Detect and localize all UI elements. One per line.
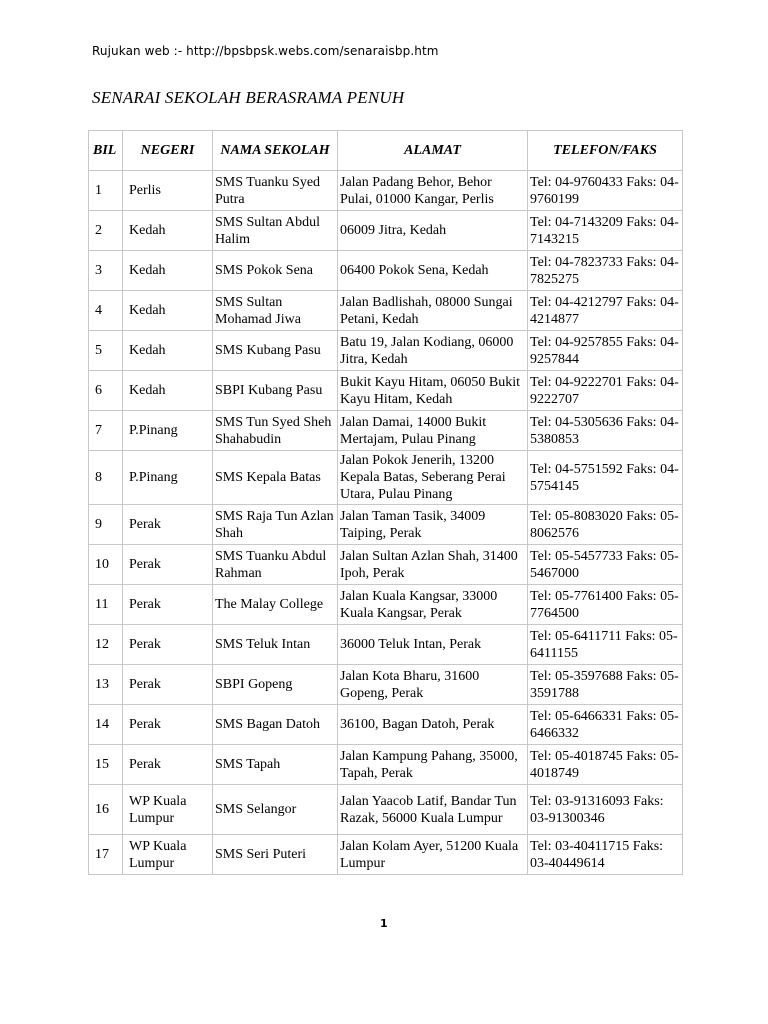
table-row [89, 705, 683, 745]
table-row [89, 745, 683, 785]
table-row [89, 331, 683, 371]
cell-bil: 17 [89, 835, 123, 875]
cell-alamat: 36000 Teluk Intan, Perak [338, 625, 528, 665]
web-reference: Rujukan web :- http://bpsbpsk.webs.com/senaraisbp.htm [92, 44, 439, 58]
cell-alamat: Jalan Badlishah, 08000 Sungai Petani, Kedah [338, 291, 528, 331]
cell-bil: 6 [89, 371, 123, 411]
cell-telefon-faks: Tel: 04-5751592 Faks: 04-5754145 [528, 451, 683, 505]
header-telefon-faks: TELEFON/FAKS [528, 131, 683, 171]
cell-negeri: Perak [123, 505, 213, 545]
cell-alamat: Jalan Sultan Azlan Shah, 31400 Ipoh, Perak [338, 545, 528, 585]
cell-negeri: Kedah [123, 371, 213, 411]
table-row [89, 451, 683, 505]
cell-nama-sekolah: SMS Raja Tun Azlan Shah [213, 505, 338, 545]
header-nama-sekolah: NAMA SEKOLAH [213, 131, 338, 171]
table-row [89, 505, 683, 545]
cell-bil: 5 [89, 331, 123, 371]
table-row [89, 211, 683, 251]
cell-alamat: 06400 Pokok Sena, Kedah [338, 251, 528, 291]
cell-bil: 14 [89, 705, 123, 745]
cell-negeri: Perak [123, 585, 213, 625]
cell-alamat: Bukit Kayu Hitam, 06050 Bukit Kayu Hitam, Kedah [338, 371, 528, 411]
table-row [89, 545, 683, 585]
table-row [89, 171, 683, 211]
cell-negeri: WP Kuala Lumpur [123, 785, 213, 835]
cell-nama-sekolah: SBPI Gopeng [213, 665, 338, 705]
cell-telefon-faks: Tel: 03-40411715 Faks: 03-40449614 [528, 835, 683, 875]
cell-nama-sekolah: SMS Sultan Abdul Halim [213, 211, 338, 251]
cell-nama-sekolah: SMS Tapah [213, 745, 338, 785]
cell-alamat: Jalan Kolam Ayer, 51200 Kuala Lumpur [338, 835, 528, 875]
cell-telefon-faks: Tel: 04-9760433 Faks: 04-9760199 [528, 171, 683, 211]
cell-alamat: Jalan Kuala Kangsar, 33000 Kuala Kangsar, Perak [338, 585, 528, 625]
cell-telefon-faks: Tel: 05-8083020 Faks: 05-8062576 [528, 505, 683, 545]
cell-alamat: 36100, Bagan Datoh, Perak [338, 705, 528, 745]
cell-nama-sekolah: SMS Kubang Pasu [213, 331, 338, 371]
cell-negeri: Kedah [123, 211, 213, 251]
cell-telefon-faks: Tel: 04-7823733 Faks: 04-7825275 [528, 251, 683, 291]
cell-bil: 4 [89, 291, 123, 331]
cell-bil: 7 [89, 411, 123, 451]
cell-bil: 2 [89, 211, 123, 251]
cell-bil: 15 [89, 745, 123, 785]
cell-bil: 9 [89, 505, 123, 545]
cell-bil: 11 [89, 585, 123, 625]
cell-nama-sekolah: SBPI Kubang Pasu [213, 371, 338, 411]
table-row [89, 371, 683, 411]
cell-bil: 12 [89, 625, 123, 665]
cell-nama-sekolah: SMS Tun Syed Sheh Shahabudin [213, 411, 338, 451]
table-row [89, 665, 683, 705]
school-table [88, 130, 683, 875]
cell-nama-sekolah: SMS Selangor [213, 785, 338, 835]
header-alamat: ALAMAT [338, 131, 528, 171]
table-row [89, 251, 683, 291]
table-row [89, 835, 683, 875]
cell-alamat: Jalan Damai, 14000 Bukit Mertajam, Pulau Pinang [338, 411, 528, 451]
cell-negeri: Kedah [123, 331, 213, 371]
cell-alamat: Batu 19, Jalan Kodiang, 06000 Jitra, Kedah [338, 331, 528, 371]
cell-telefon-faks: Tel: 05-3597688 Faks: 05-3591788 [528, 665, 683, 705]
cell-telefon-faks: Tel: 03-91316093 Faks: 03-91300346 [528, 785, 683, 835]
cell-telefon-faks: Tel: 04-7143209 Faks: 04-7143215 [528, 211, 683, 251]
cell-negeri: Perak [123, 705, 213, 745]
table-row [89, 291, 683, 331]
cell-alamat: Jalan Padang Behor, Behor Pulai, 01000 Kangar, Perlis [338, 171, 528, 211]
cell-negeri: WP Kuala Lumpur [123, 835, 213, 875]
cell-negeri: Perak [123, 545, 213, 585]
cell-telefon-faks: Tel: 04-9222701 Faks: 04-9222707 [528, 371, 683, 411]
cell-bil: 8 [89, 451, 123, 505]
cell-alamat: Jalan Kota Bharu, 31600 Gopeng, Perak [338, 665, 528, 705]
table-row [89, 625, 683, 665]
cell-alamat: Jalan Kampung Pahang, 35000, Tapah, Perak [338, 745, 528, 785]
table-row [89, 411, 683, 451]
cell-telefon-faks: Tel: 05-7761400 Faks: 05-7764500 [528, 585, 683, 625]
table-row [89, 585, 683, 625]
document-title: SENARAI SEKOLAH BERASRAMA PENUH [92, 88, 405, 107]
cell-nama-sekolah: SMS Sultan Mohamad Jiwa [213, 291, 338, 331]
cell-negeri: Perlis [123, 171, 213, 211]
cell-telefon-faks: Tel: 05-4018745 Faks: 05-4018749 [528, 745, 683, 785]
cell-bil: 13 [89, 665, 123, 705]
cell-negeri: Perak [123, 665, 213, 705]
cell-bil: 1 [89, 171, 123, 211]
header-negeri: NEGERI [123, 131, 213, 171]
cell-bil: 10 [89, 545, 123, 585]
cell-nama-sekolah: SMS Tuanku Abdul Rahman [213, 545, 338, 585]
table-header-row [89, 131, 683, 171]
cell-negeri: P.Pinang [123, 451, 213, 505]
cell-nama-sekolah: SMS Tuanku Syed Putra [213, 171, 338, 211]
cell-nama-sekolah: SMS Bagan Datoh [213, 705, 338, 745]
table-row [89, 785, 683, 835]
cell-telefon-faks: Tel: 04-9257855 Faks: 04-9257844 [528, 331, 683, 371]
page-number: 1 [380, 917, 388, 930]
cell-alamat: Jalan Taman Tasik, 34009 Taiping, Perak [338, 505, 528, 545]
cell-bil: 3 [89, 251, 123, 291]
cell-telefon-faks: Tel: 05-5457733 Faks: 05-5467000 [528, 545, 683, 585]
cell-nama-sekolah: The Malay College [213, 585, 338, 625]
cell-telefon-faks: Tel: 05-6466331 Faks: 05-6466332 [528, 705, 683, 745]
cell-negeri: Perak [123, 625, 213, 665]
cell-alamat: 06009 Jitra, Kedah [338, 211, 528, 251]
cell-nama-sekolah: SMS Seri Puteri [213, 835, 338, 875]
cell-alamat: Jalan Pokok Jenerih, 13200 Kepala Batas, Seberang Perai Utara, Pulau Pinang [338, 451, 528, 505]
cell-nama-sekolah: SMS Kepala Batas [213, 451, 338, 505]
cell-negeri: Kedah [123, 291, 213, 331]
header-bil: BIL [89, 131, 123, 171]
cell-nama-sekolah: SMS Teluk Intan [213, 625, 338, 665]
cell-telefon-faks: Tel: 04-5305636 Faks: 04-5380853 [528, 411, 683, 451]
cell-negeri: Kedah [123, 251, 213, 291]
cell-negeri: P.Pinang [123, 411, 213, 451]
cell-telefon-faks: Tel: 04-4212797 Faks: 04-4214877 [528, 291, 683, 331]
cell-bil: 16 [89, 785, 123, 835]
cell-nama-sekolah: SMS Pokok Sena [213, 251, 338, 291]
cell-negeri: Perak [123, 745, 213, 785]
cell-telefon-faks: Tel: 05-6411711 Faks: 05-6411155 [528, 625, 683, 665]
cell-alamat: Jalan Yaacob Latif, Bandar Tun Razak, 56000 Kuala Lumpur [338, 785, 528, 835]
